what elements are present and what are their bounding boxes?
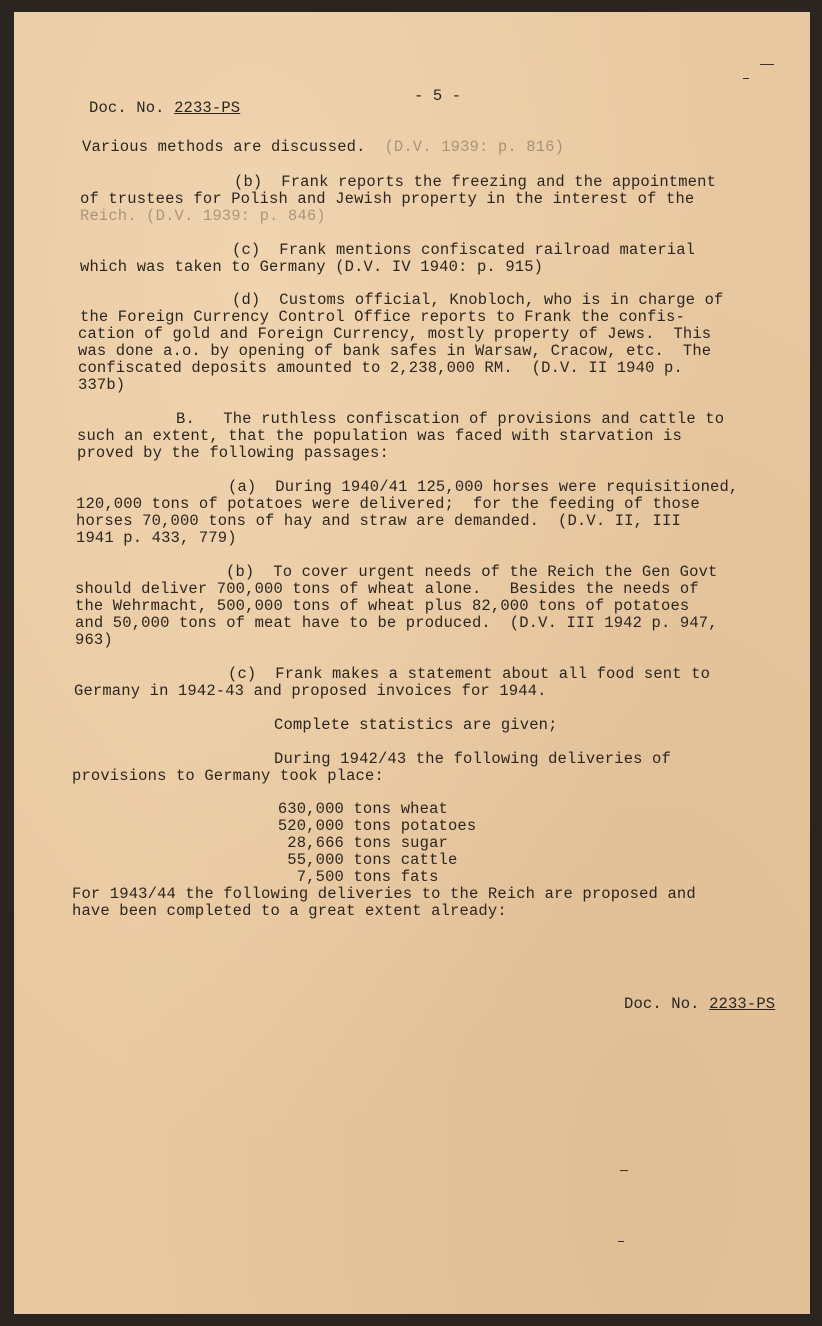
text-line: which was taken to Germany (D.V. IV 1940: p. 915) [80,258,544,276]
doc-label: Doc. No. [89,99,165,117]
doc-number-header [89,100,240,117]
text-line: (c) Frank mentions confiscated railroad material [232,241,696,259]
text-line: For 1943/44 the following deliveries to the Reich are proposed and [72,885,696,903]
stray-mark [743,78,749,79]
delivery-row: 630,000 tons wheat [277,800,448,818]
text-line: of trustees for Polish and Jewish property in the interest of the [80,190,695,208]
text-line: should deliver 700,000 tons of wheat alone. Besides the needs of [75,580,699,598]
delivery-row: 55,000 tons cattle [287,851,458,869]
delivery-row: 520,000 tons potatoes [277,817,477,835]
text-line: Complete statistics are given; [274,716,558,734]
text-line: (b) Frank reports the freezing and the appointment [234,173,717,191]
doc-number: 2233-PS [174,99,241,117]
text-line: Germany in 1942-43 and proposed invoices for 1944. [74,682,547,700]
text-line: such an extent, that the population was faced with starvation is [77,427,682,445]
delivery-row: 7,500 tons fats [296,868,439,886]
stray-mark [620,1170,628,1171]
text-line: (c) Frank makes a statement about all food sent to [228,665,711,683]
text-line: 1941 p. 433, 779) [76,529,237,547]
text-line: 120,000 tons of potatoes were delivered; for the feeding of those [76,495,700,513]
text-line: provisions to Germany took place: [72,767,384,785]
document-page [14,12,810,1314]
text-line: (a) During 1940/41 125,000 horses were requisitioned, [228,478,739,496]
page-number: - 5 - [414,87,462,105]
text-line: Various methods are discussed. (D.V. 1939: p. 816) [82,138,565,156]
text-line: B. The ruthless confiscation of provisions and cattle to [176,410,725,428]
text-line: (d) Customs official, Knobloch, who is in charge of [232,291,724,309]
text-line: confiscated deposits amounted to 2,238,000 RM. (D.V. II 1940 p. [78,359,683,377]
doc-label: Doc. No. [624,995,700,1013]
text-line: (b) To cover urgent needs of the Reich the Gen Govt [226,563,718,581]
text-line: Reich. (D.V. 1939: p. 846) [80,207,326,225]
text-line: the Wehrmacht, 500,000 tons of wheat plus 82,000 tons of potatoes [75,597,690,615]
text-line: proved by the following passages: [77,444,389,462]
text-line: and 50,000 tons of meat have to be produced. (D.V. III 1942 p. 947, [75,614,718,632]
text-line: was done a.o. by opening of bank safes in Warsaw, Cracow, etc. The [78,342,712,360]
stray-mark [760,64,774,65]
text-line: the Foreign Currency Control Office reports to Frank the confis- [80,308,685,326]
text-line: 337b) [78,376,126,394]
text-line: cation of gold and Foreign Currency, mostly property of Jews. This [78,325,712,343]
stray-mark [618,1241,624,1242]
text-line: During 1942/43 the following deliveries of [274,750,671,768]
doc-number-footer [624,996,775,1013]
text-line: have been completed to a great extent already: [72,902,507,920]
text-line: 963) [75,631,113,649]
delivery-row: 28,666 tons sugar [287,834,448,852]
doc-number: 2233-PS [709,995,776,1013]
text-line: horses 70,000 tons of hay and straw are demanded. (D.V. II, III [76,512,681,530]
